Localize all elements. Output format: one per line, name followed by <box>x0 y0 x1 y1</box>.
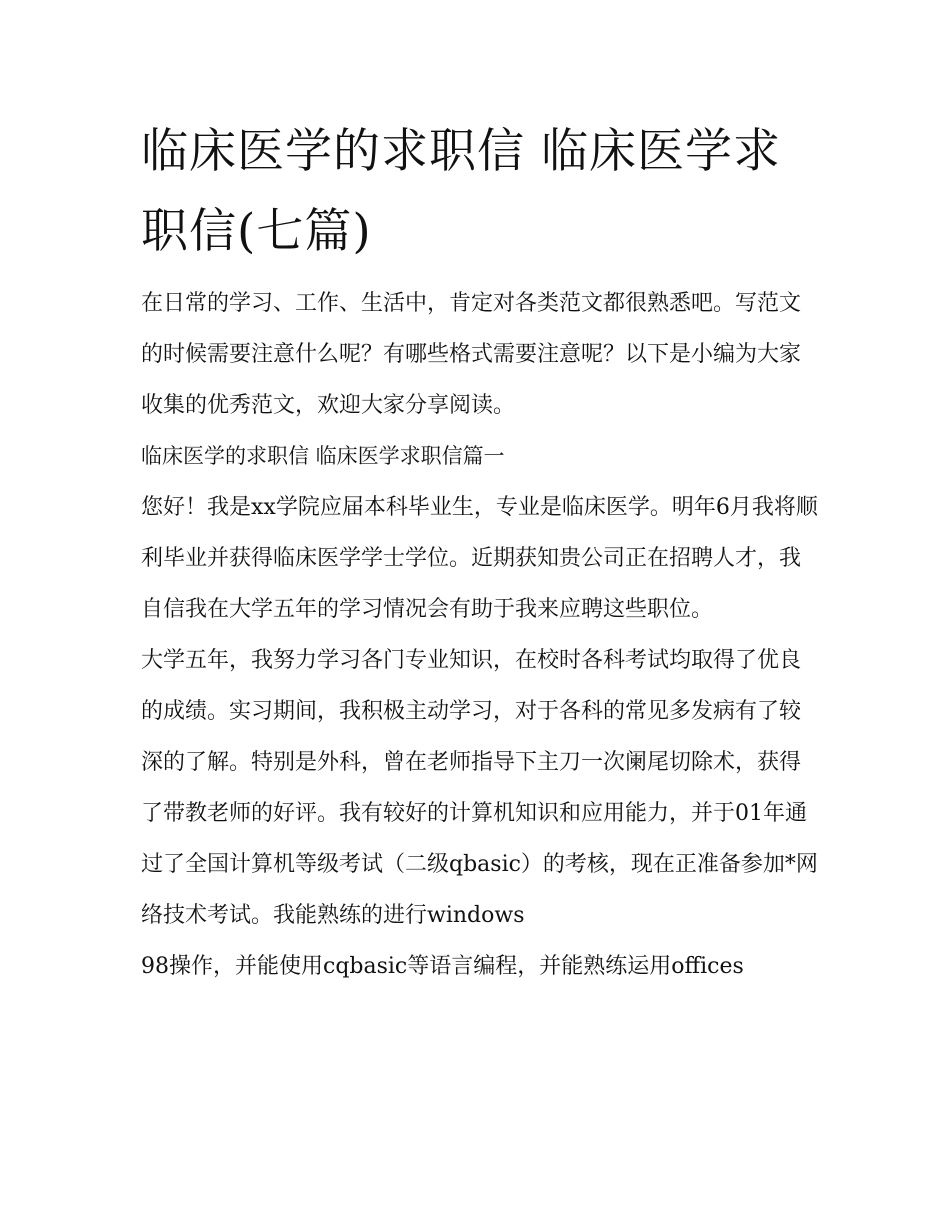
document-page <box>141 112 821 992</box>
body-paragraph-2: 大学五年，我努力学习各门专业知识，在校时各科考试均取得了优良的成绩。实习期间，我积极主动学习，对于各科的常见多发病有了较深的了解。特别是外科，曾在老师指导下主刀一次阑尾切除术，获得了带教老师的好评。我有较好的计算机知识和应用能力，并于01年通过了全国计算机等级考试（二级qbasic）的考核，现在正准备参加*网络技术考试。我能熟练的进行windows <box>141 648 818 928</box>
intro-paragraph: 在日常的学习、工作、生活中，肯定对各类范文都很熟悉吧。写范文的时候需要注意什么呢？有哪些格式需要注意呢？以下是小编为大家收集的优秀范文，欢迎大家分享阅读。 <box>141 291 802 418</box>
document-title: 临床医学的求职信 临床医学求职信(七篇) <box>141 124 781 259</box>
section-heading: 临床医学的求职信 临床医学求职信篇一 <box>141 444 505 468</box>
body-paragraph-1: 您好！我是xx学院应届本科毕业生，专业是临床医学。明年6月我将顺利毕业并获得临床医学学士学位。近期获知贵公司正在招聘人才，我自信我在大学五年的学习情况会有助于我来应聘这些职位。 <box>141 495 818 622</box>
body-paragraph-3: 98操作，并能使用cqbasic等语言编程，并能熟练运用offices <box>141 954 744 979</box>
